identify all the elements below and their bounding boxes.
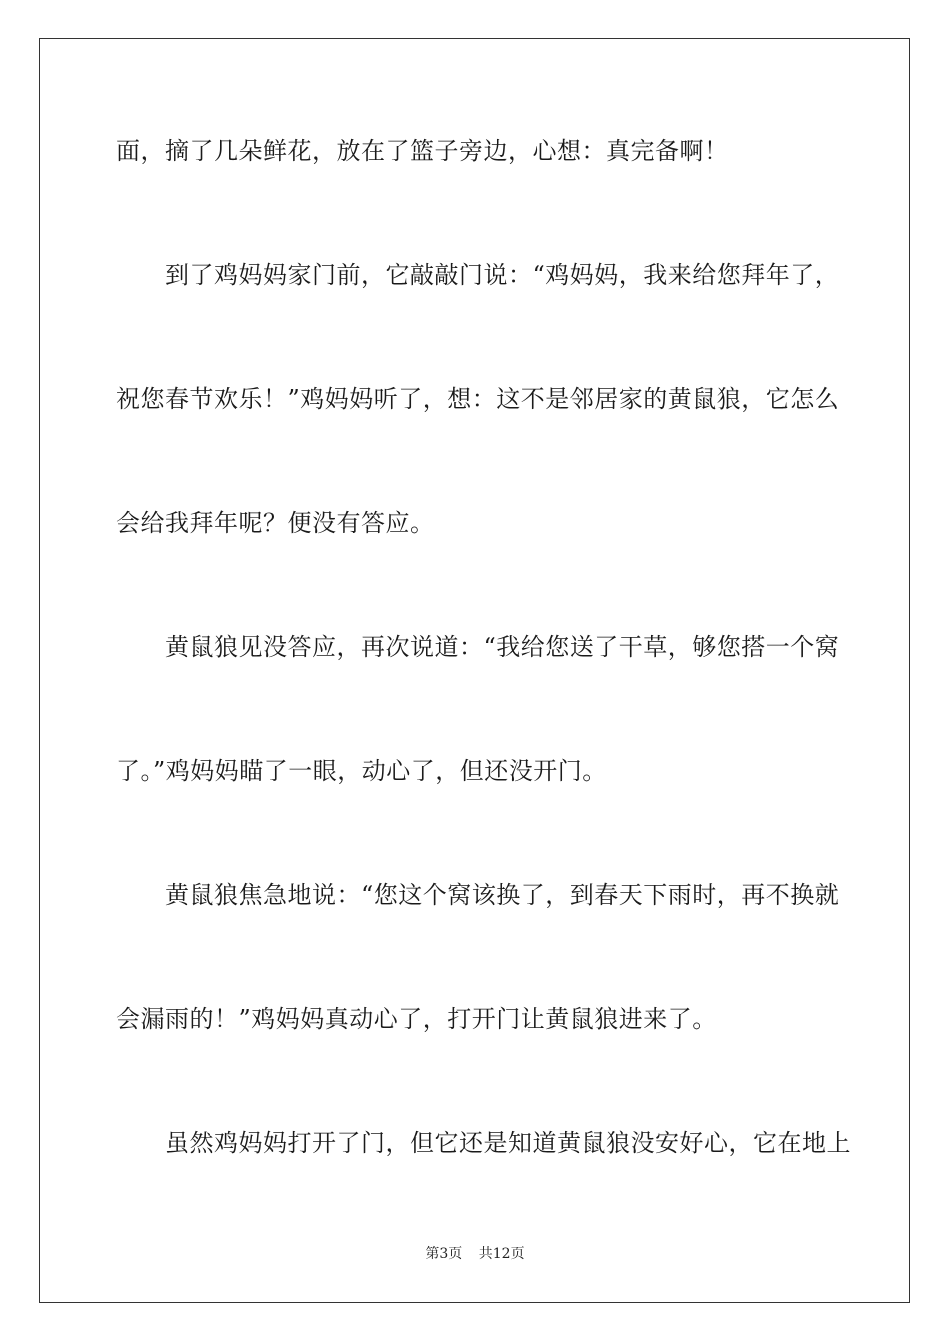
- text-line-7: 黄鼠狼焦急地说：“您这个窝该换了，到春天下雨时，再不换就: [165, 881, 840, 909]
- text-line-3: 祝您春节欢乐！”鸡妈妈听了，想：这不是邻居家的黄鼠狼，它怎么: [116, 385, 840, 413]
- page-footer: [0, 1244, 950, 1264]
- text-line-9: 虽然鸡妈妈打开了门，但它还是知道黄鼠狼没安好心，它在地上: [165, 1129, 851, 1157]
- page-border: [39, 38, 910, 1303]
- page-number-current: 第3页: [425, 1246, 463, 1262]
- text-line-1: 面，摘了几朵鲜花，放在了篮子旁边，心想：真完备啊！: [116, 137, 729, 165]
- page-number-total: 共12页: [478, 1246, 525, 1262]
- text-line-8: 会漏雨的！”鸡妈妈真动心了，打开门让黄鼠狼进来了。: [116, 1005, 717, 1033]
- text-line-5: 黄鼠狼见没答应，再次说道：“我给您送了干草，够您搭一个窝: [165, 633, 840, 661]
- text-line-2: 到了鸡妈妈家门前，它敲敲门说：“鸡妈妈，我来给您拜年了，: [165, 261, 840, 289]
- text-line-4: 会给我拜年呢？便没有答应。: [116, 509, 435, 537]
- text-line-6: 了。”鸡妈妈瞄了一眼，动心了，但还没开门。: [116, 757, 607, 785]
